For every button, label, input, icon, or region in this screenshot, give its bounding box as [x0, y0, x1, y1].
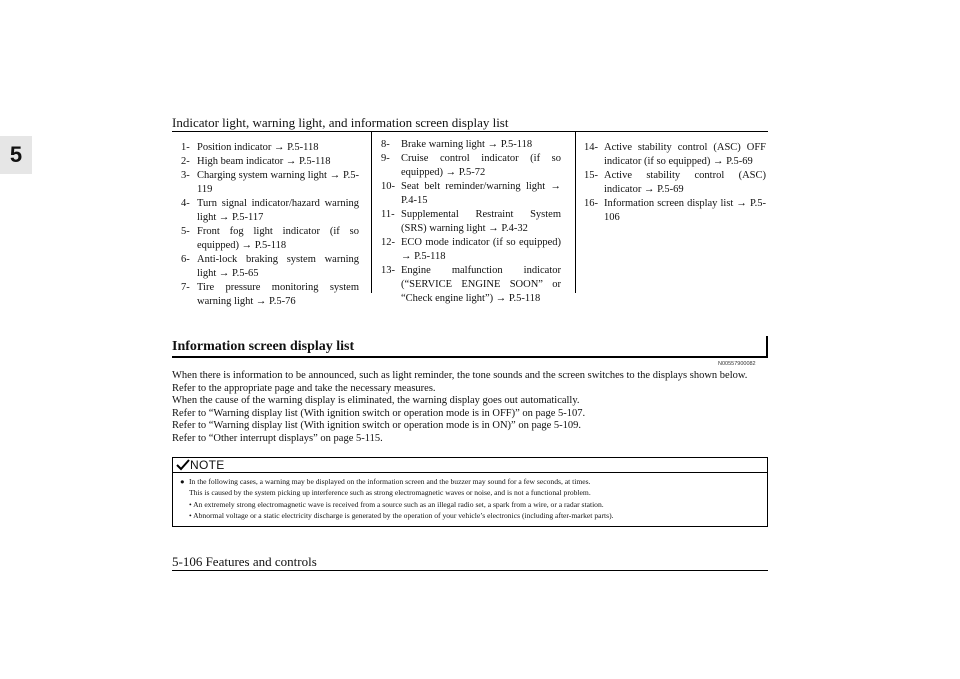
- body-paragraph: When there is information to be announced, such as light reminder, the tone sounds and the screen switches to the displays shown below. Refer to the appropriate page and take the necessary measures.: [172, 370, 748, 394]
- list-item: 14- Active stability control (ASC) OFF indicator (if so equipped) → P.5-69: [584, 142, 766, 167]
- indicator-list-column-1: [181, 141, 359, 309]
- column-divider: [575, 131, 576, 293]
- body-paragraph: Refer to “Warning display list (With ignition switch or operation mode is in OFF)” on page 5-107.: [172, 407, 586, 419]
- note-body: [180, 476, 762, 522]
- note-line: This is caused by the system picking up interference such as strong electromagnetic waves or noise, and is not a functional problem.: [189, 488, 591, 498]
- document-code: N00557900082: [718, 361, 756, 367]
- list-item: 11- Supplemental Restraint System (SRS) warning light → P.4-32: [381, 209, 561, 234]
- note-label: NOTE: [190, 458, 225, 472]
- header-rule: [172, 131, 768, 132]
- indicator-list-column-3: [584, 141, 766, 225]
- list-item: 10- Seat belt reminder/warning light → P.4-15: [381, 181, 561, 206]
- list-item: 13- Engine malfunction indicator (“SERVICE ENGINE SOON” or “Check engine light”) → P.5-118: [381, 265, 561, 304]
- pencil-check-icon: [176, 459, 190, 471]
- section-body: [172, 370, 770, 446]
- footer-rule: [172, 570, 768, 571]
- list-item: 5- Front fog light indicator (if so equipped) → P.5-118: [181, 226, 359, 251]
- body-paragraph: Refer to “Other interrupt displays” on page 5-115.: [172, 432, 383, 444]
- page-footer: 5-106 Features and controls: [172, 554, 317, 569]
- column-divider: [371, 131, 372, 293]
- list-item: 1- Position indicator → P.5-118: [181, 142, 319, 153]
- section-title: Information screen display list: [172, 339, 355, 354]
- list-item: 12- ECO mode indicator (if so equipped) → P.5-118: [381, 237, 561, 262]
- note-line: In the following cases, a warning may be displayed on the information screen and the buzzer may sound for a few seconds, at times.: [189, 477, 591, 486]
- list-item: 3- Charging system warning light → P.5-119: [181, 170, 359, 195]
- note-header: [172, 457, 768, 473]
- body-paragraph: Refer to “Warning display list (With ignition switch or operation mode is in ON)” on page 5-109.: [172, 420, 582, 432]
- page-header-title: Indicator light, warning light, and information screen display list: [172, 115, 509, 130]
- chapter-tab: 5: [0, 136, 32, 174]
- list-item: 16- Information screen display list → P.5-106: [584, 198, 766, 223]
- note-line: • Abnormal voltage or a static electricity discharge is generated by the operation of your vehicle’s electronics (including after-market parts).: [189, 511, 614, 521]
- body-paragraph: When the cause of the warning display is eliminated, the warning display goes out automatically.: [172, 395, 580, 407]
- list-item: 15- Active stability control (ASC) indicator → P.5-69: [584, 170, 766, 195]
- indicator-list-column-2: [381, 138, 561, 306]
- bullet-icon: ●: [180, 477, 185, 486]
- list-item: 7- Tire pressure monitoring system warning light → P.5-76: [181, 282, 359, 307]
- list-item: 8- Brake warning light → P.5-118: [381, 139, 533, 150]
- note-line: • An extremely strong electromagnetic wave is received from a source such as an illegal radio set, a spark from a wire, or a radar station.: [189, 499, 604, 509]
- list-item: 9- Cruise control indicator (if so equipped) → P.5-72: [381, 153, 561, 178]
- list-item: 6- Anti-lock braking system warning light → P.5-65: [181, 254, 359, 279]
- list-item: 2- High beam indicator → P.5-118: [181, 156, 331, 167]
- list-item: 4- Turn signal indicator/hazard warning light → P.5-117: [181, 198, 359, 223]
